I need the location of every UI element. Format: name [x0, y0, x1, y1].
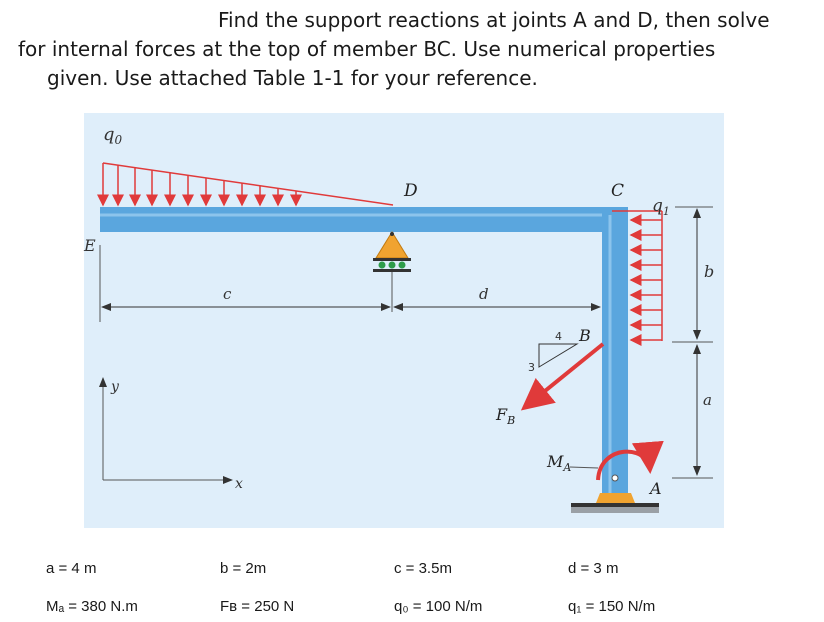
- value-fb: Fʙ = 250 N: [220, 598, 295, 615]
- problem-line-2: for internal forces at the top of member BC. Use numerical properties: [18, 37, 716, 61]
- label-d: D: [404, 181, 418, 201]
- value-ma: Mₐ = 380 N.m: [46, 598, 138, 615]
- value-a: a = 4 m: [46, 560, 97, 577]
- label-q1: $q_1$: [652, 196, 670, 218]
- value-b: b = 2m: [220, 560, 267, 577]
- problem-line-1: Find the support reactions at joints A and D, then solve: [218, 8, 770, 32]
- label-q0: $q_0$: [103, 124, 123, 147]
- label-axis-x: x: [235, 476, 243, 492]
- label-fb: $F_B$: [496, 405, 516, 427]
- label-b: b: [704, 262, 715, 281]
- label-c: c: [223, 285, 232, 303]
- label-ma: $M_A$: [547, 452, 572, 474]
- label-a-joint: A: [650, 479, 662, 498]
- label-e: E: [84, 236, 96, 255]
- label-slope-rise: 3: [528, 361, 535, 374]
- label-d-dim: d: [479, 285, 489, 303]
- value-c: c = 3.5m: [394, 560, 452, 577]
- problem-line-3: given. Use attached Table 1-1 for your reference.: [47, 66, 538, 90]
- value-q0: q₀ = 100 N/m: [394, 598, 483, 615]
- value-q1: q₁ = 150 N/m: [568, 598, 656, 615]
- label-b-joint: B: [579, 326, 591, 345]
- label-slope-run: 4: [555, 330, 562, 343]
- label-axis-y: y: [111, 379, 119, 395]
- value-d: d = 3 m: [568, 560, 619, 577]
- label-a: a: [703, 391, 712, 409]
- label-c-joint: C: [611, 181, 625, 201]
